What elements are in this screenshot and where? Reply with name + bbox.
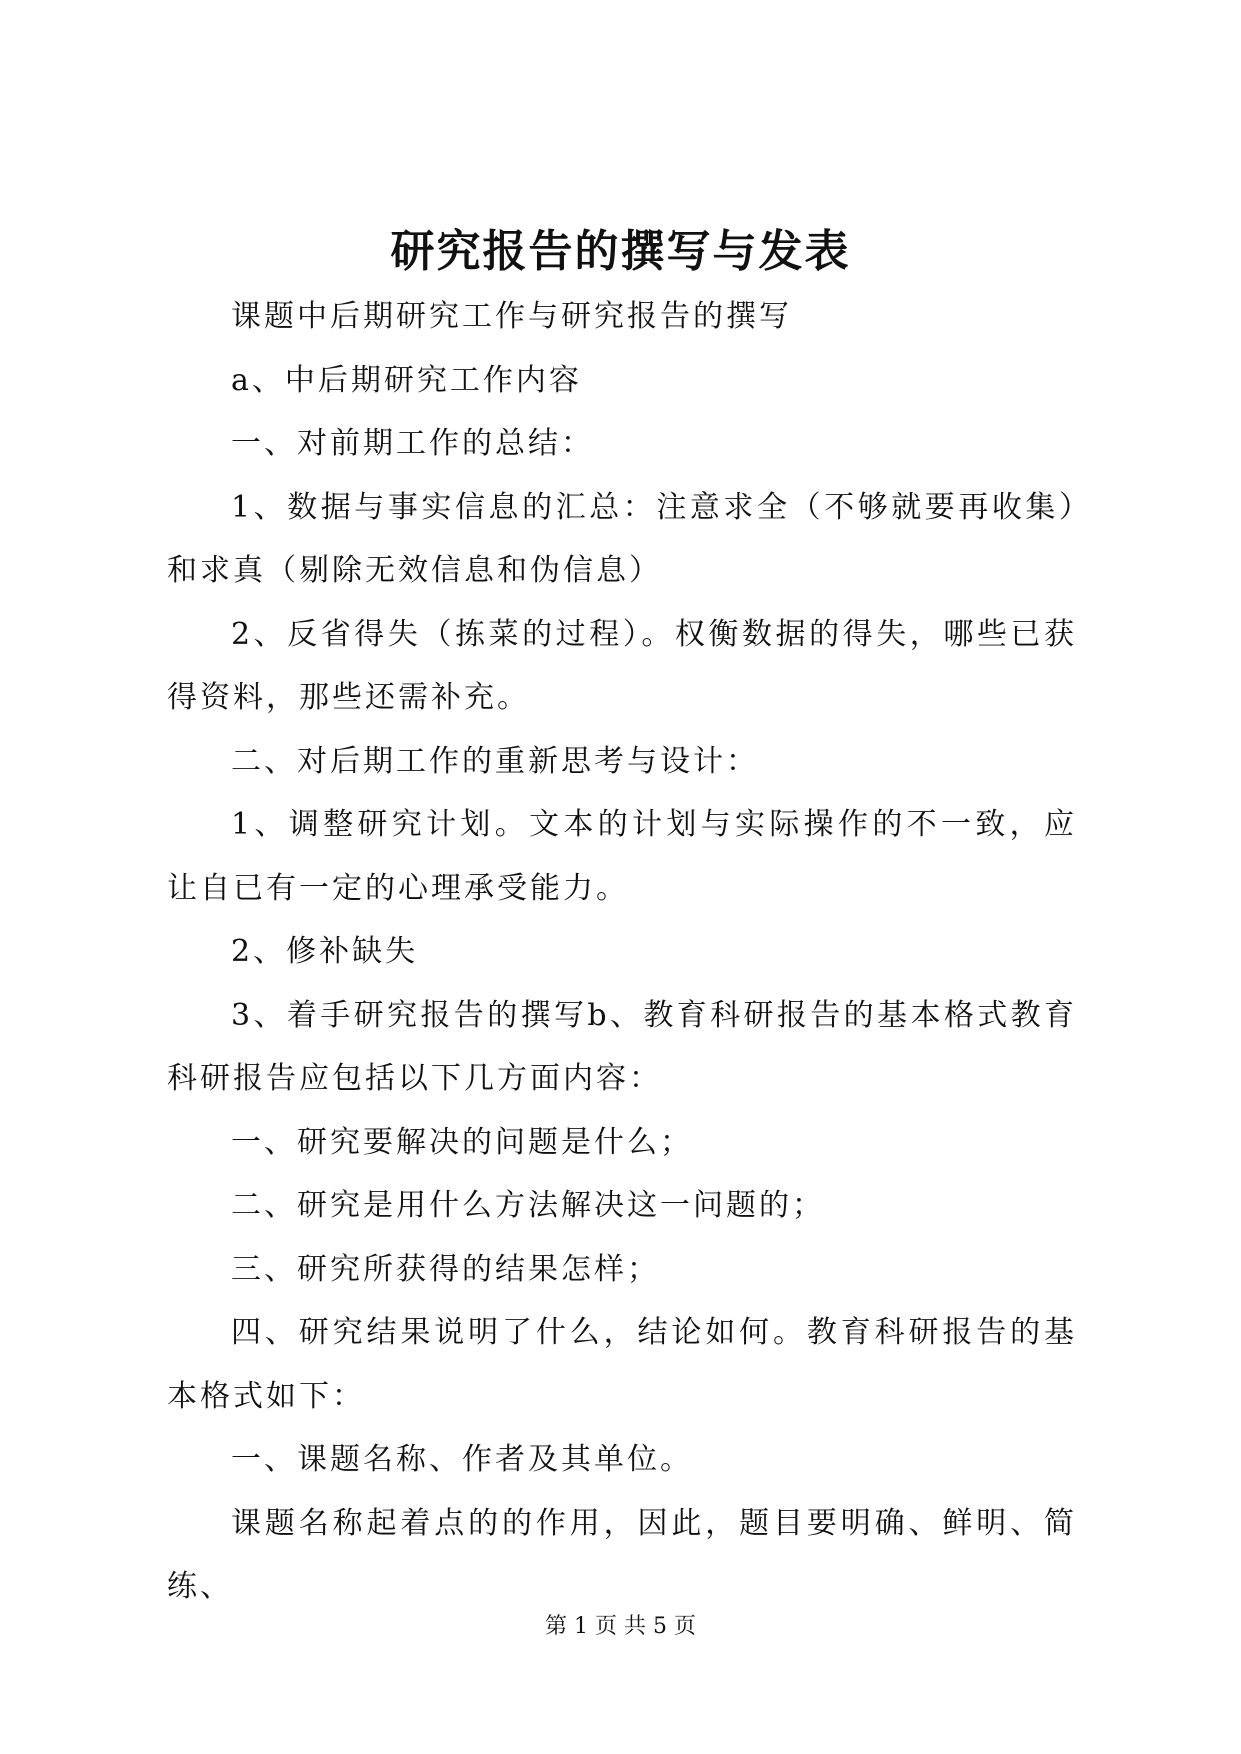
paragraph: a、中后期研究工作内容	[231, 362, 582, 398]
paragraph: 1、调整研究计划。文本的计划与实际操作的不一致，应让自已有一定的心理承受能力。	[167, 807, 1077, 906]
page-footer: 第 1 页 共 5 页	[545, 1614, 696, 1639]
paragraph: 一、对前期工作的总结：	[231, 426, 594, 461]
paragraph: 2、修补缺失	[231, 934, 419, 969]
paragraph: 1、数据与事实信息的汇总：注意求全（不够就要再收集）和求真（剔除无效信息和伪信息）	[167, 489, 1077, 588]
paragraph: 3、着手研究报告的撰写b、教育科研报告的基本格式教育科研报告应包括以下几方面内容：	[167, 997, 1077, 1096]
paragraph: 二、对后期工作的重新思考与设计：	[231, 743, 759, 779]
document-title: 研究报告的撰写与发表	[390, 226, 851, 277]
paragraph: 课题中后期研究工作与研究报告的撰写	[231, 299, 792, 334]
document-body	[167, 285, 1077, 1619]
paragraph: 一、研究要解决的问题是什么；	[231, 1124, 693, 1160]
paragraph: 三、研究所获得的结果怎样；	[231, 1251, 660, 1287]
paragraph: 二、研究是用什么方法解决这一问题的；	[231, 1188, 825, 1223]
paragraph: 2、反省得失（拣菜的过程）。权衡数据的得失，哪些已获得资料，那些还需补充。	[167, 616, 1077, 715]
paragraph: 课题名称起着点的的作用，因此，题目要明确、鲜明、简练、	[167, 1505, 1077, 1604]
paragraph: 四、研究结果说明了什么，结论如何。教育科研报告的基本格式如下：	[167, 1315, 1077, 1414]
paragraph: 一、课题名称、作者及其单位。	[231, 1442, 693, 1477]
